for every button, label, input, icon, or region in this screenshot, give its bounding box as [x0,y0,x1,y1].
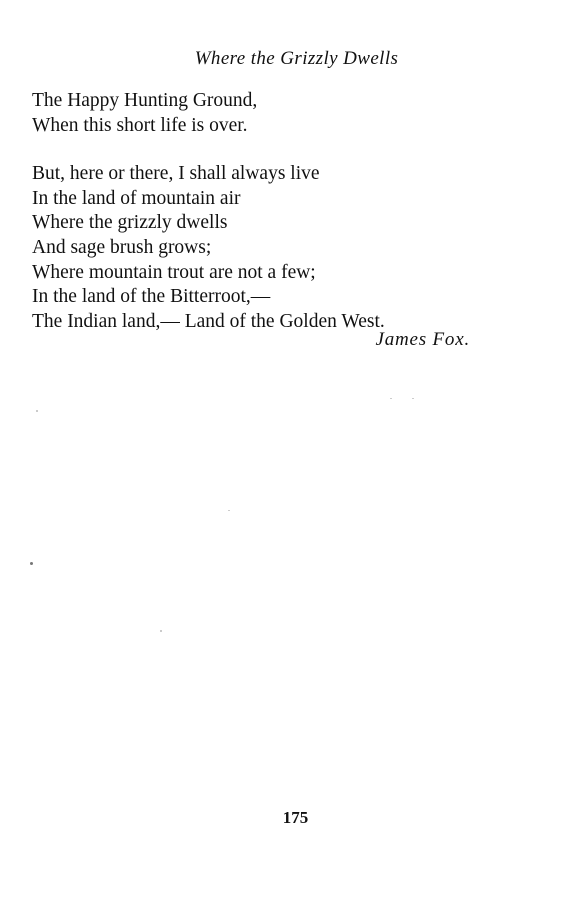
running-head: Where the Grizzly Dwells [194,48,399,69]
author-signature: James Fox. [375,329,470,350]
scan-speck [390,398,392,399]
poem-line: Where mountain trout are not a few; [32,261,316,283]
poem-line: In the land of the Bitterroot,— [32,286,271,308]
poem-line: The Indian land,— Land of the Golden West. [32,310,385,332]
poem-line: Where the grizzly dwells [32,212,228,234]
poem-line: The Happy Hunting Ground, [32,90,258,111]
poem-line: In the land of mountain air [32,187,241,209]
scan-speck [228,510,230,511]
scan-speck [160,630,162,632]
poem-line: And sage brush grows; [32,236,212,258]
page-number: 175 [282,808,309,827]
scan-speck [36,410,38,412]
poem-line: But, here or there, I shall always live [32,163,320,185]
stanza-2 [32,162,482,334]
scan-speck [412,398,414,399]
scan-speck [30,562,33,565]
stanza-1 [32,89,482,138]
poem-body [32,89,482,334]
poem-line: When this short life is over. [32,114,248,136]
